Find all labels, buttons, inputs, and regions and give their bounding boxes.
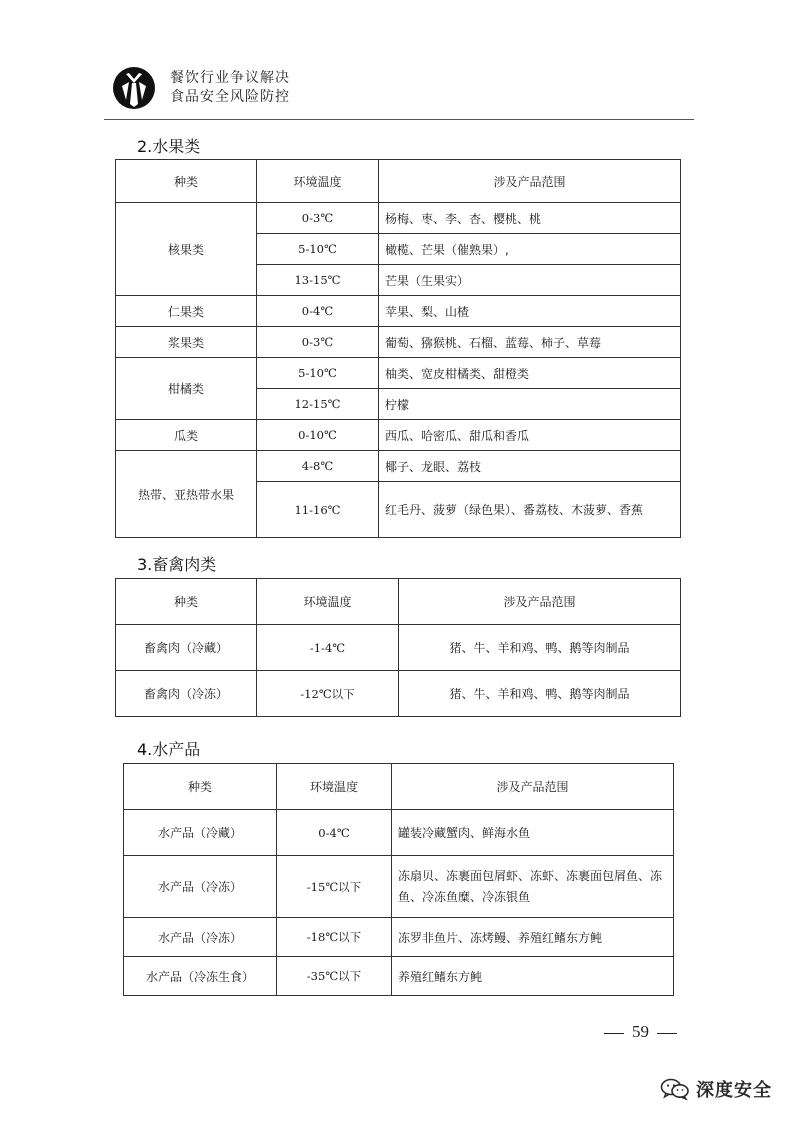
page-number-value: 59	[632, 1022, 649, 1041]
temperature-cell: 13-15℃	[257, 265, 379, 296]
products-cell: 芒果（生果实）	[379, 265, 681, 296]
products-cell: 冻扇贝、冻裹面包屑虾、冻虾、冻裹面包屑鱼、冻鱼、冷冻鱼糜、冷冻银鱼	[392, 856, 674, 918]
category-cell: 热带、亚热带水果	[116, 451, 257, 538]
products-cell: 葡萄、猕猴桃、石榴、蓝莓、柿子、草莓	[379, 327, 681, 358]
header-title	[170, 69, 290, 107]
table-header-row	[116, 579, 681, 625]
products-cell: 猪、牛、羊和鸡、鸭、鹅等肉制品	[399, 671, 681, 717]
table-row	[116, 203, 681, 234]
category-cell: 水产品（冷冻）	[124, 856, 277, 918]
table-row	[116, 420, 681, 451]
category-cell: 核果类	[116, 203, 257, 296]
temperature-cell: 5-10℃	[257, 234, 379, 265]
tuxedo-figure-icon	[112, 66, 156, 110]
column-header: 环境温度	[257, 160, 379, 203]
temperature-cell: 12-15℃	[257, 389, 379, 420]
category-cell: 畜禽肉（冷藏）	[116, 625, 257, 671]
column-header: 涉及产品范围	[392, 764, 674, 810]
meat-table	[115, 578, 681, 717]
header-line-1: 餐饮行业争议解决	[170, 70, 290, 86]
products-cell: 苹果、梨、山楂	[379, 296, 681, 327]
temperature-cell: -1-4℃	[257, 625, 399, 671]
temperature-cell: 0-4℃	[257, 296, 379, 327]
products-cell: 西瓜、哈密瓜、甜瓜和香瓜	[379, 420, 681, 451]
column-header: 环境温度	[277, 764, 392, 810]
temperature-cell: 0-3℃	[257, 327, 379, 358]
table-row	[116, 451, 681, 482]
page-number-dash-left	[604, 1033, 624, 1034]
table-row	[116, 296, 681, 327]
table-header-row	[124, 764, 674, 810]
table-row	[116, 327, 681, 358]
table-row	[116, 671, 681, 717]
column-header: 种类	[124, 764, 277, 810]
table-row	[116, 358, 681, 389]
products-cell: 养殖红鳍东方鲀	[392, 957, 674, 996]
table-row	[124, 810, 674, 856]
category-cell: 畜禽肉（冷冻）	[116, 671, 257, 717]
temperature-cell: -18℃以下	[277, 918, 392, 957]
category-cell: 浆果类	[116, 327, 257, 358]
table-row	[124, 918, 674, 957]
products-cell: 橄榄、芒果（催熟果）,	[379, 234, 681, 265]
temperature-cell: 5-10℃	[257, 358, 379, 389]
products-cell: 罐装冷藏蟹肉、鲜海水鱼	[392, 810, 674, 856]
section-title-fruit: 2.水果类	[137, 137, 201, 156]
section-title-aquatic: 4.水产品	[137, 740, 201, 759]
category-cell: 水产品（冷藏）	[124, 810, 277, 856]
wechat-icon	[660, 1077, 690, 1101]
table-header-row	[116, 160, 681, 203]
fruit-table	[115, 159, 681, 538]
products-cell: 柚类、宽皮柑橘类、甜橙类	[379, 358, 681, 389]
temperature-cell: -15℃以下	[277, 856, 392, 918]
page-number-dash-right	[657, 1033, 677, 1034]
column-header: 种类	[116, 579, 257, 625]
temperature-cell: 0-4℃	[277, 810, 392, 856]
table-row	[116, 625, 681, 671]
temperature-cell: 4-8℃	[257, 451, 379, 482]
category-cell: 仁果类	[116, 296, 257, 327]
column-header: 涉及产品范围	[399, 579, 681, 625]
column-header: 环境温度	[257, 579, 399, 625]
table-row	[124, 856, 674, 918]
products-cell: 柠檬	[379, 389, 681, 420]
section-title-meat: 3.畜禽肉类	[137, 555, 217, 574]
category-cell: 水产品（冷冻）	[124, 918, 277, 957]
products-cell: 冻罗非鱼片、冻烤鳗、养殖红鳍东方鲀	[392, 918, 674, 957]
temperature-cell: 0-3℃	[257, 203, 379, 234]
temperature-cell: 11-16℃	[257, 482, 379, 538]
category-cell: 柑橘类	[116, 358, 257, 420]
temperature-cell: -12℃以下	[257, 671, 399, 717]
products-cell: 红毛丹、菠萝（绿色果）、番荔枝、木菠萝、香蕉	[379, 482, 681, 538]
products-cell: 猪、牛、羊和鸡、鸭、鹅等肉制品	[399, 625, 681, 671]
category-cell: 水产品（冷冻生食）	[124, 957, 277, 996]
page-number	[596, 1022, 685, 1042]
aquatic-table	[123, 763, 674, 996]
products-cell: 杨梅、枣、李、杏、樱桃、桃	[379, 203, 681, 234]
table-row	[124, 957, 674, 996]
category-cell: 瓜类	[116, 420, 257, 451]
header-line-2: 食品安全风险防控	[170, 89, 290, 105]
column-header: 涉及产品范围	[379, 160, 681, 203]
watermark	[660, 1076, 772, 1102]
products-cell: 椰子、龙眼、荔枝	[379, 451, 681, 482]
temperature-cell: -35℃以下	[277, 957, 392, 996]
temperature-cell: 0-10℃	[257, 420, 379, 451]
header-divider	[104, 119, 694, 120]
watermark-text: 深度安全	[696, 1080, 772, 1101]
column-header: 种类	[116, 160, 257, 203]
